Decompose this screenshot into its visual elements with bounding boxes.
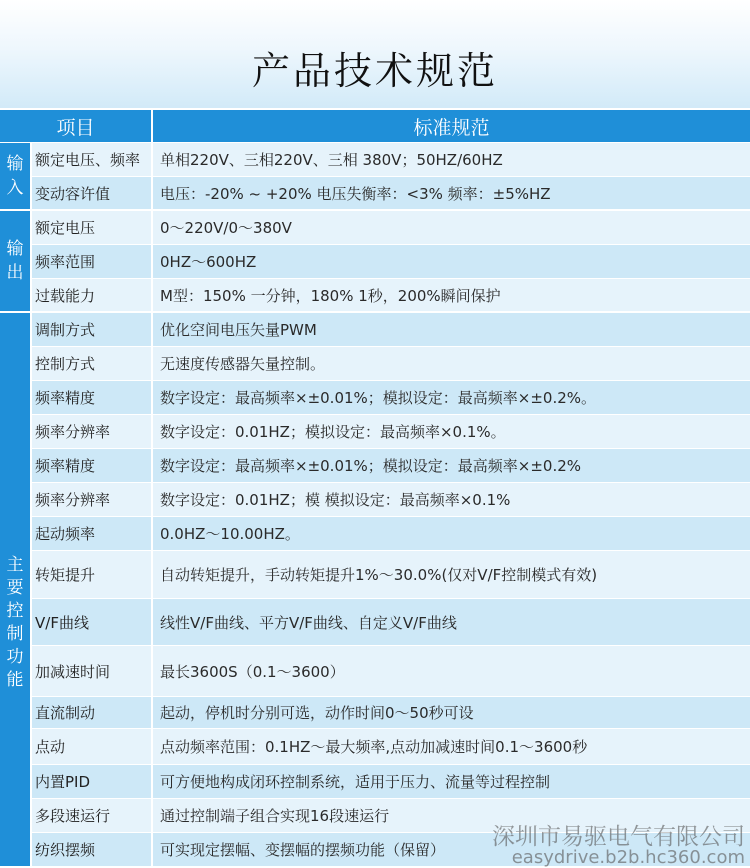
group-rows [32,143,750,209]
row-spec: M型：150% 一分钟，180% 1秒，200%瞬间保护 [153,279,750,311]
row-spec: 0～220V/0～380V [153,211,750,244]
row-item: 多段速运行 [32,799,151,832]
table-row [32,211,750,244]
row-spec: 可实现定摆幅、变摆幅的摆频功能（保留） [153,833,750,866]
group-label-text: 输出 [6,239,24,283]
row-spec: 数字设定：最高频率×±0.01%；模拟设定：最高频率×±0.2%。 [153,381,750,414]
group-input [0,143,750,209]
row-item: 频率分辨率 [32,483,151,516]
table-row [32,482,750,516]
row-spec: 数字设定：0.01HZ；模拟设定：最高频率×0.1%。 [153,415,750,448]
row-item: 频率范围 [32,245,151,278]
table-row [32,278,750,311]
title-band [0,0,750,108]
row-spec: 电压：-20% ~ +20% 电压失衡率：<3% 频率：±5%HZ [153,177,750,209]
row-item: 纺织摆频 [32,833,151,866]
row-spec: 单相220V、三相220V、三相 380V；50HZ/60HZ [153,143,750,176]
spec-table [0,110,750,866]
watermark-company: 深圳市易驱电气有限公司 [492,824,745,850]
table-row [32,346,750,380]
row-spec: 数字设定：最高频率×±0.01%；模拟设定：最高频率×±0.2% [153,449,750,482]
group-label-output [0,211,30,311]
table-row [32,380,750,414]
row-spec: 0HZ～600HZ [153,245,750,278]
row-item: 转矩提升 [32,551,151,598]
header-spec: 标准规范 [153,110,750,142]
row-item: 频率分辨率 [32,415,151,448]
row-item: 内置PID [32,765,151,798]
row-spec: 点动频率范围：0.1HZ～最大频率,点动加减速时间0.1～3600秒 [153,729,750,764]
group-rows [32,313,750,866]
table-row [32,414,750,448]
table-header [0,110,750,142]
table-row [32,645,750,696]
row-spec: 自动转矩提升，手动转矩提升1%～30.0%(仅对V/F控制模式有效) [153,551,750,598]
row-spec: 起动，停机时分别可选，动作时间0～50秒可设 [153,697,750,728]
table-row [32,244,750,278]
row-item: 变动容许值 [32,177,151,209]
group-main-control [0,313,750,866]
table-row [32,764,750,798]
group-rows [32,211,750,311]
row-spec: 优化空间电压矢量PWM [153,313,750,346]
row-item: 额定电压 [32,211,151,244]
table-row [32,143,750,176]
group-label-input [0,143,30,209]
row-item: 频率精度 [32,449,151,482]
group-output [0,211,750,311]
page-title: 产品技术规范 [251,48,498,93]
row-spec: 最长3600S（0.1～3600） [153,646,750,696]
row-spec: 数字设定：0.01HZ；模 模拟设定：最高频率×0.1% [153,483,750,516]
row-item: 点动 [32,729,151,764]
watermark-site: easydrive.b2b.hc360.com [511,847,745,868]
row-item: 额定电压、频率 [32,143,151,176]
table-row [32,598,750,645]
group-label-text: 主要控制功能 [6,554,24,690]
table-row [32,313,750,346]
group-label-main-control [0,313,30,866]
table-row [32,516,750,550]
table-row [32,728,750,764]
row-item: 直流制动 [32,697,151,728]
row-item: 起动频率 [32,517,151,550]
row-spec: 无速度传感器矢量控制。 [153,347,750,380]
table-row [32,696,750,728]
row-item: 调制方式 [32,313,151,346]
group-label-text: 输入 [6,154,24,198]
table-row [32,448,750,482]
row-item: 频率精度 [32,381,151,414]
row-item: 过载能力 [32,279,151,311]
row-item: 控制方式 [32,347,151,380]
row-item: 加减速时间 [32,646,151,696]
table-row [32,176,750,209]
table-row [32,550,750,598]
row-spec: 线性V/F曲线、平方V/F曲线、自定义V/F曲线 [153,599,750,645]
row-spec: 通过控制端子组合实现16段速运行 [153,799,750,832]
row-spec: 可方便地构成闭环控制系统，适用于压力、流量等过程控制 [153,765,750,798]
row-item: V/F曲线 [32,599,151,645]
row-spec: 0.0HZ～10.00HZ。 [153,517,750,550]
header-item: 项目 [0,110,151,142]
